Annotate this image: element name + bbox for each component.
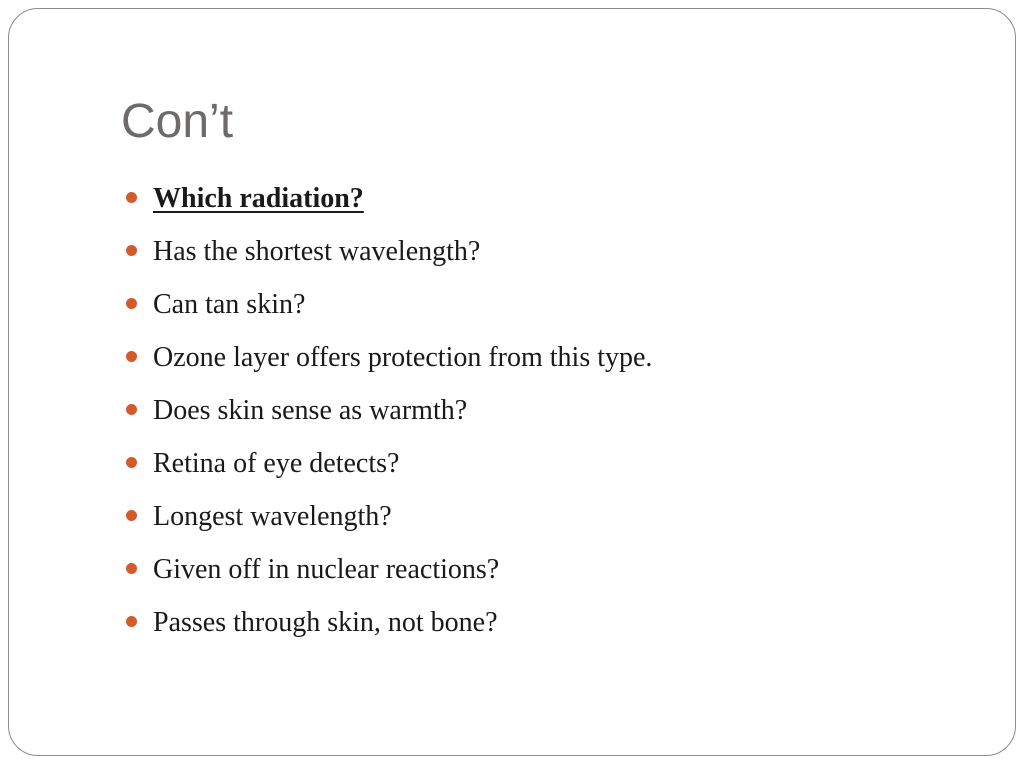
bullet-item [121,546,652,599]
bullet-item [121,387,652,440]
bullet-dot-icon [126,563,137,574]
bullet-text: Passes through skin, not bone? [153,607,498,638]
bullet-text: Ozone layer offers protection from this type. [153,342,653,373]
bullet-text: Which radiation? [153,183,364,214]
bullet-item [121,334,652,387]
bullet-dot-icon [126,457,137,468]
bullet-list [121,175,652,652]
bullet-dot-icon [126,298,137,309]
slide-title: Con’t [121,95,234,148]
bullet-item [121,175,652,228]
bullet-item [121,281,652,334]
bullet-dot-icon [126,351,137,362]
bullet-item [121,493,652,546]
bullet-item [121,599,652,652]
bullet-dot-icon [126,510,137,521]
bullet-dot-icon [126,192,137,203]
bullet-dot-icon [126,616,137,627]
bullet-text: Given off in nuclear reactions? [153,554,500,585]
bullet-item [121,228,652,281]
bullet-text: Can tan skin? [153,289,306,320]
bullet-text: Longest wavelength? [153,501,392,532]
bullet-dot-icon [126,404,137,415]
bullet-text: Has the shortest wavelength? [153,236,481,267]
bullet-item [121,440,652,493]
bullet-dot-icon [126,245,137,256]
bullet-text: Retina of eye detects? [153,448,400,479]
bullet-text: Does skin sense as warmth? [153,395,468,426]
slide [8,8,1016,756]
